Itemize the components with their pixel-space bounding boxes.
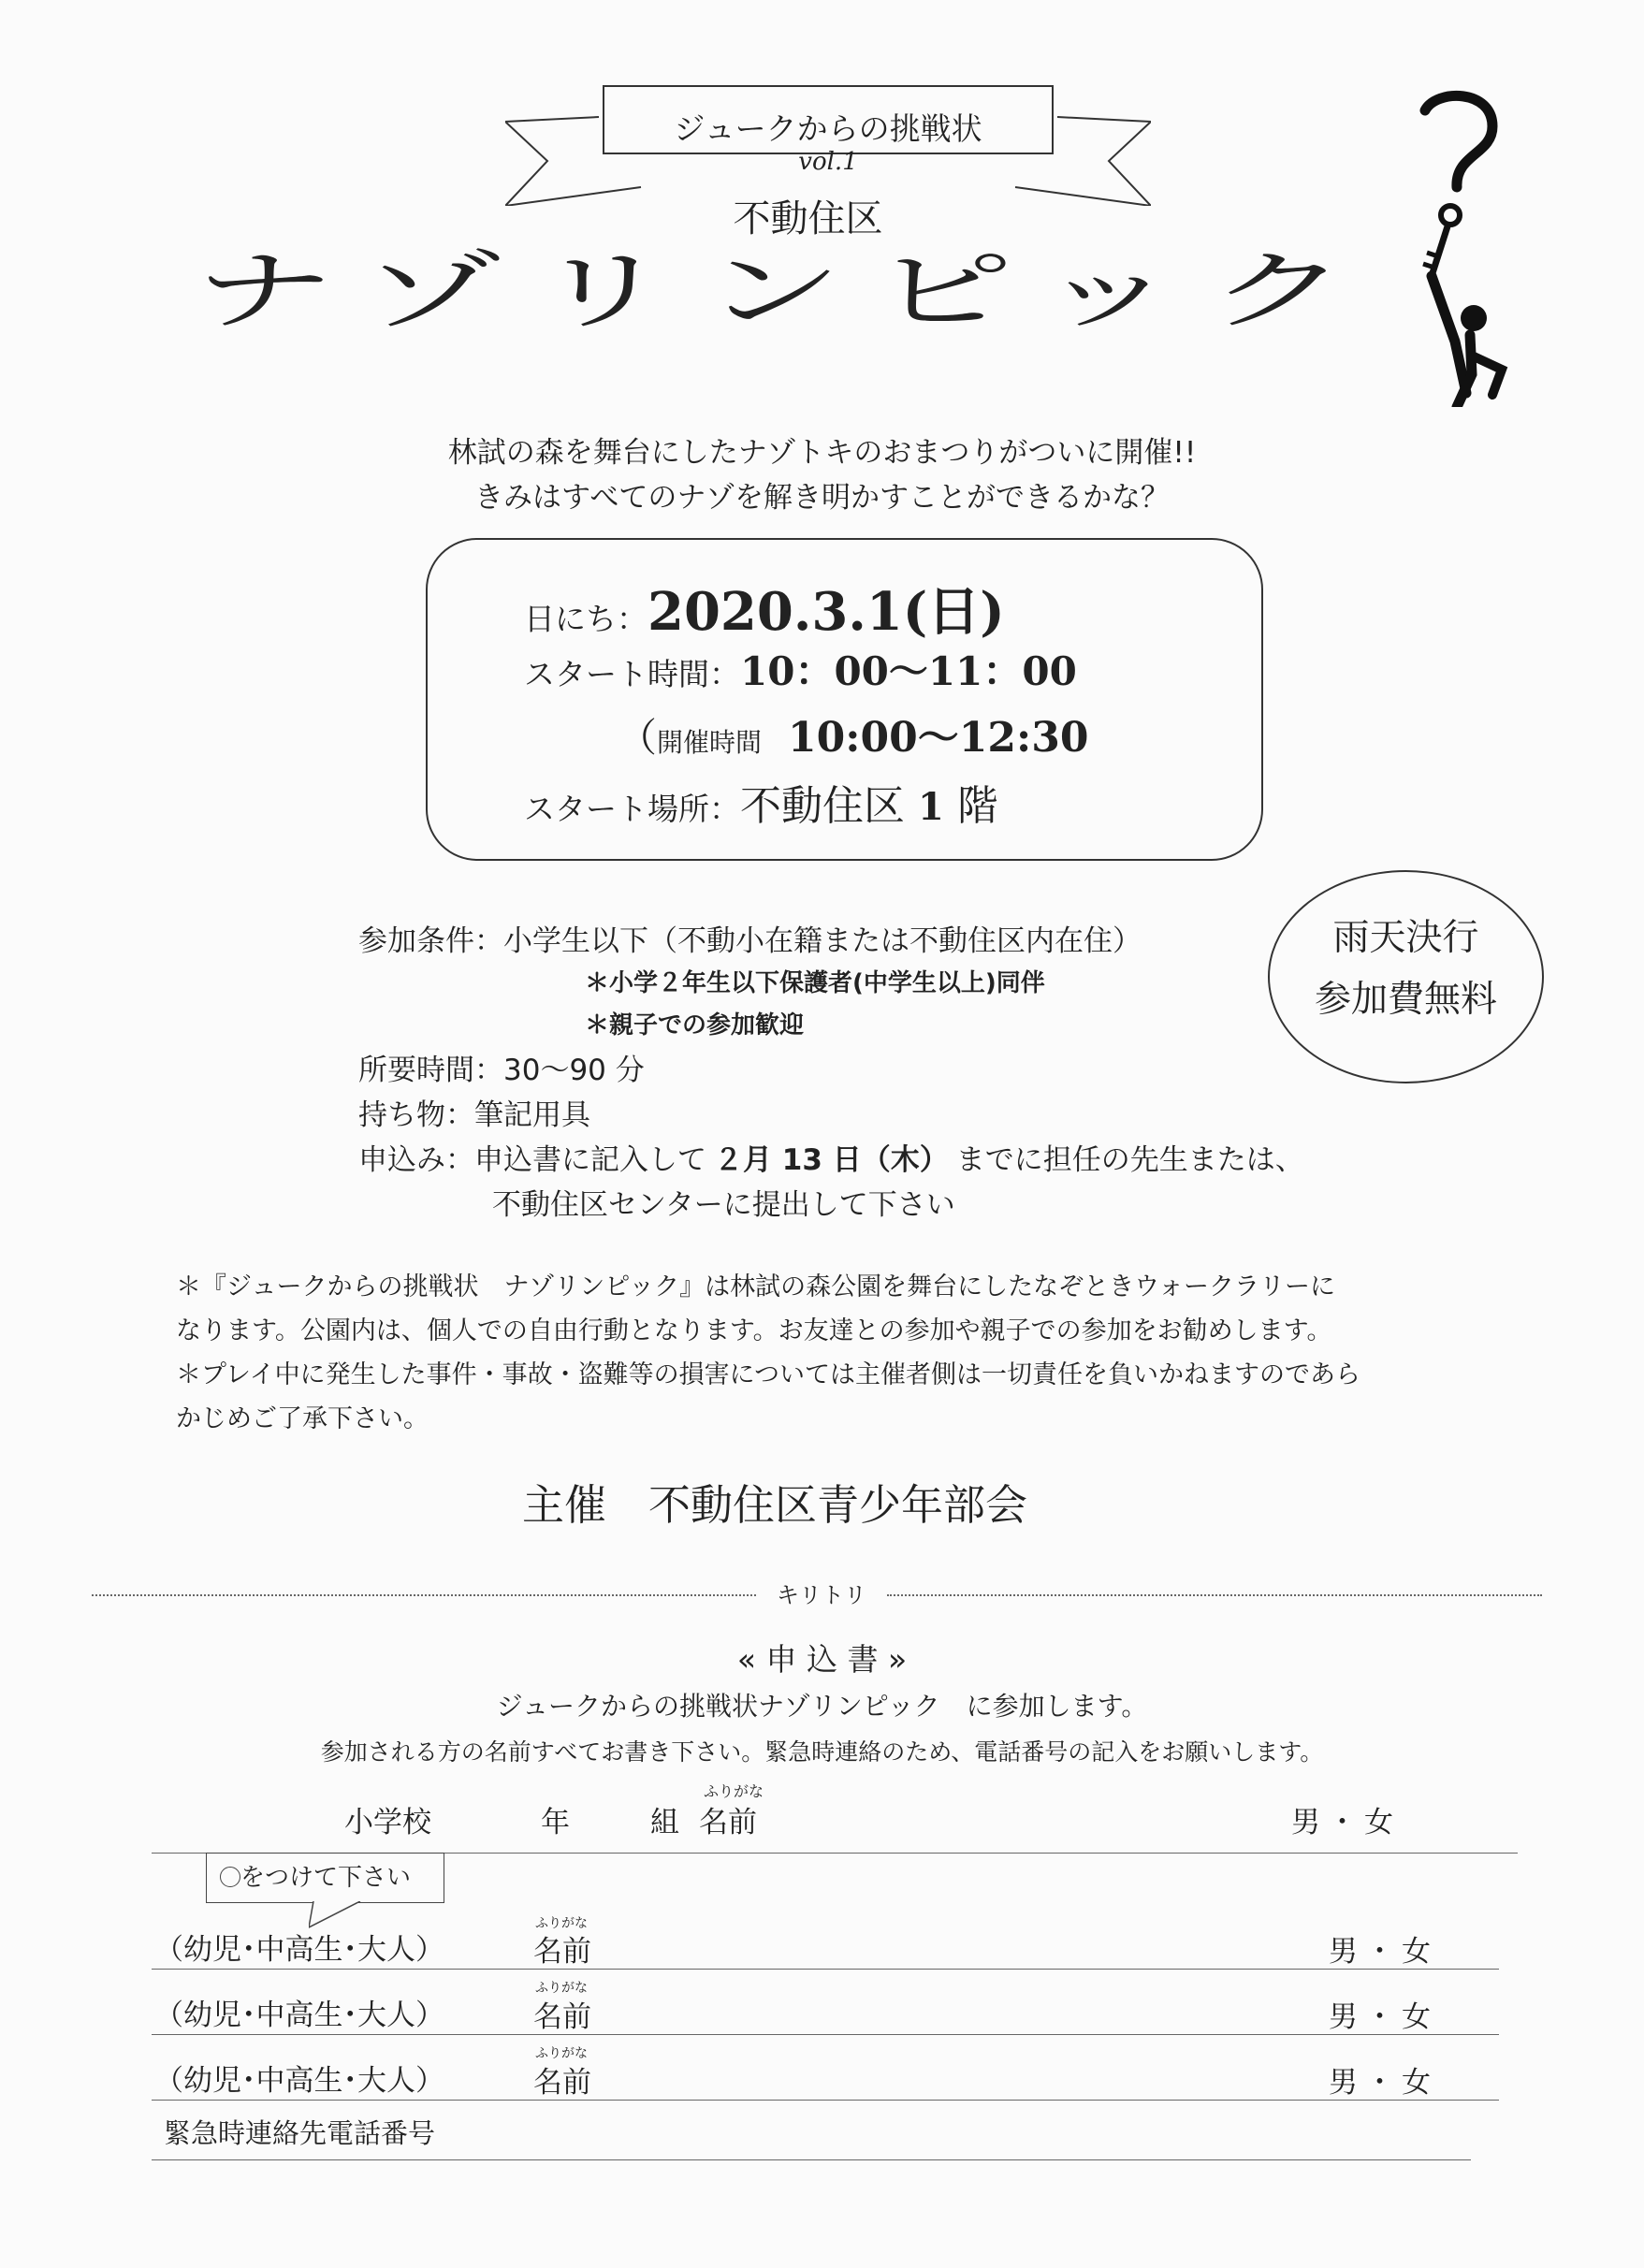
mascot-figure-icon bbox=[1399, 84, 1525, 407]
footnote-line-1: ＊『ジュークからの挑戦状 ナゾリンピック』は林試の森公園を舞台にしたなぞときウォークラリーに bbox=[176, 1272, 1336, 1301]
organizer: 主催 不動住区青少年部会 bbox=[522, 1480, 1028, 1530]
footnote-line-3: ＊プレイ中に発生した事件・事故・盗難等の損害については主催者側は一切責任を負いかねますのであら bbox=[176, 1360, 1361, 1389]
furigana-3: ふりがな bbox=[535, 2046, 588, 2061]
start-place-row bbox=[524, 772, 998, 832]
badge-line-2: 参加費無料 bbox=[1314, 979, 1497, 1021]
furigana-label: ふりがな bbox=[704, 1782, 764, 1800]
duration: 所要時間：30〜90 分 bbox=[358, 1054, 645, 1087]
floor-unit: 階 bbox=[956, 782, 998, 830]
start-time-value: 10：00〜11：00 bbox=[740, 648, 1077, 694]
volume-label: vol.1 bbox=[798, 148, 858, 176]
cut-line-right bbox=[887, 1594, 1542, 1596]
companion-category-1: （幼児･中高生･大人） bbox=[154, 1933, 444, 1967]
condition-row bbox=[358, 917, 1142, 959]
form-instruction: 参加される方の名前すべてお書き下さい。緊急時連絡のため、電話番号の記入をお願いします。 bbox=[320, 1738, 1324, 1766]
furigana-2: ふりがな bbox=[535, 1981, 588, 1996]
footnote-line-4: かじめご了承下さい。 bbox=[176, 1404, 429, 1433]
badge-line-1: 雨天決行 bbox=[1332, 917, 1479, 959]
start-time-label: スタート時間： bbox=[524, 656, 740, 692]
date-label: 日にち： bbox=[524, 601, 647, 637]
condition-label: 参加条件： bbox=[358, 924, 503, 958]
form-rule-emergency bbox=[152, 2159, 1471, 2160]
date-value: 2020.3.1(日) bbox=[647, 581, 1005, 643]
companion-gender-2: 男・女 bbox=[1329, 2000, 1438, 2034]
footnote-line-2: なります。公園内は、個人での自由行動となります。お友達との参加や親子での参加をお勧めします。 bbox=[176, 1316, 1332, 1345]
condition-note-1: ＊小学２年生以下保護者(中学生以上)同伴 bbox=[585, 969, 1045, 997]
col-class: 組 bbox=[650, 1806, 679, 1839]
start-place-label: スタート場所： bbox=[524, 791, 740, 827]
emergency-phone-label: 緊急時連絡先電話番号 bbox=[164, 2117, 436, 2149]
things-to-bring: 持ち物：筆記用具 bbox=[358, 1098, 590, 1132]
intro-line-1: 林試の森を舞台にしたナゾトキのおまつりがついに開催!! bbox=[447, 436, 1197, 470]
form-rule-3 bbox=[152, 2100, 1499, 2101]
form-subheading: ジュークからの挑戦状ナゾリンピック に参加します。 bbox=[496, 1691, 1148, 1722]
condition-note-2: ＊親子での参加歓迎 bbox=[585, 1011, 805, 1040]
circle-instruction-text: をつけて下さい bbox=[240, 1864, 412, 1892]
held-time-value: 10:00〜12:30 bbox=[788, 714, 1089, 762]
page-title: ナゾリンピック bbox=[193, 240, 1379, 342]
start-place-value: 不動住区 bbox=[740, 782, 905, 830]
companion-gender-3: 男・女 bbox=[1329, 2066, 1438, 2100]
companion-category-3: （幼児･中高生･大人） bbox=[154, 2064, 444, 2098]
rain-or-shine-badge bbox=[1268, 870, 1544, 1083]
col-school: 小学校 bbox=[344, 1806, 431, 1839]
held-time-row bbox=[618, 704, 1088, 763]
circle-icon bbox=[220, 1867, 240, 1887]
companion-name-label-2: 名前 bbox=[533, 2000, 591, 2034]
apply-suffix: までに担任の先生または、 bbox=[955, 1143, 1304, 1177]
cut-label: キリトリ bbox=[777, 1582, 866, 1608]
apply-deadline: ２月 13 日（木） bbox=[714, 1143, 949, 1177]
intro-line-2: きみはすべてのナゾを解き明かすことができるかな？ bbox=[473, 481, 1171, 515]
start-time-row bbox=[524, 641, 1077, 697]
col-name: 名前 bbox=[699, 1806, 757, 1839]
paren: （ bbox=[618, 715, 658, 761]
apply-prefix: 申込み：申込書に記入して bbox=[358, 1143, 706, 1177]
col-gender: 男・女 bbox=[1291, 1806, 1401, 1839]
held-time-label: 開催時間 bbox=[657, 727, 763, 758]
venue-title: 不動住区 bbox=[733, 197, 883, 240]
ribbon-text: ジュークからの挑戦状 bbox=[674, 110, 982, 147]
companion-name-label-1: 名前 bbox=[533, 1935, 591, 1969]
apply-row bbox=[358, 1136, 1304, 1178]
circle-instruction-box bbox=[206, 1853, 444, 1903]
apply-line-2: 不動住区センターに提出して下さい bbox=[492, 1188, 955, 1222]
companion-name-label-3: 名前 bbox=[533, 2066, 591, 2100]
companion-gender-1: 男・女 bbox=[1329, 1935, 1438, 1969]
form-heading: « 申 込 書 » bbox=[736, 1641, 908, 1678]
condition-value: 小学生以下（不動小在籍または不動住区内在住） bbox=[503, 924, 1142, 958]
furigana-1: ふりがな bbox=[535, 1916, 588, 1931]
cut-line-left bbox=[92, 1594, 756, 1596]
form-rule-1 bbox=[152, 1969, 1499, 1970]
date-row bbox=[524, 571, 1005, 646]
col-year: 年 bbox=[541, 1806, 570, 1839]
companion-category-2: （幼児･中高生･大人） bbox=[154, 1999, 444, 2032]
form-rule-2 bbox=[152, 2034, 1499, 2035]
floor-number: 1 bbox=[918, 785, 944, 829]
